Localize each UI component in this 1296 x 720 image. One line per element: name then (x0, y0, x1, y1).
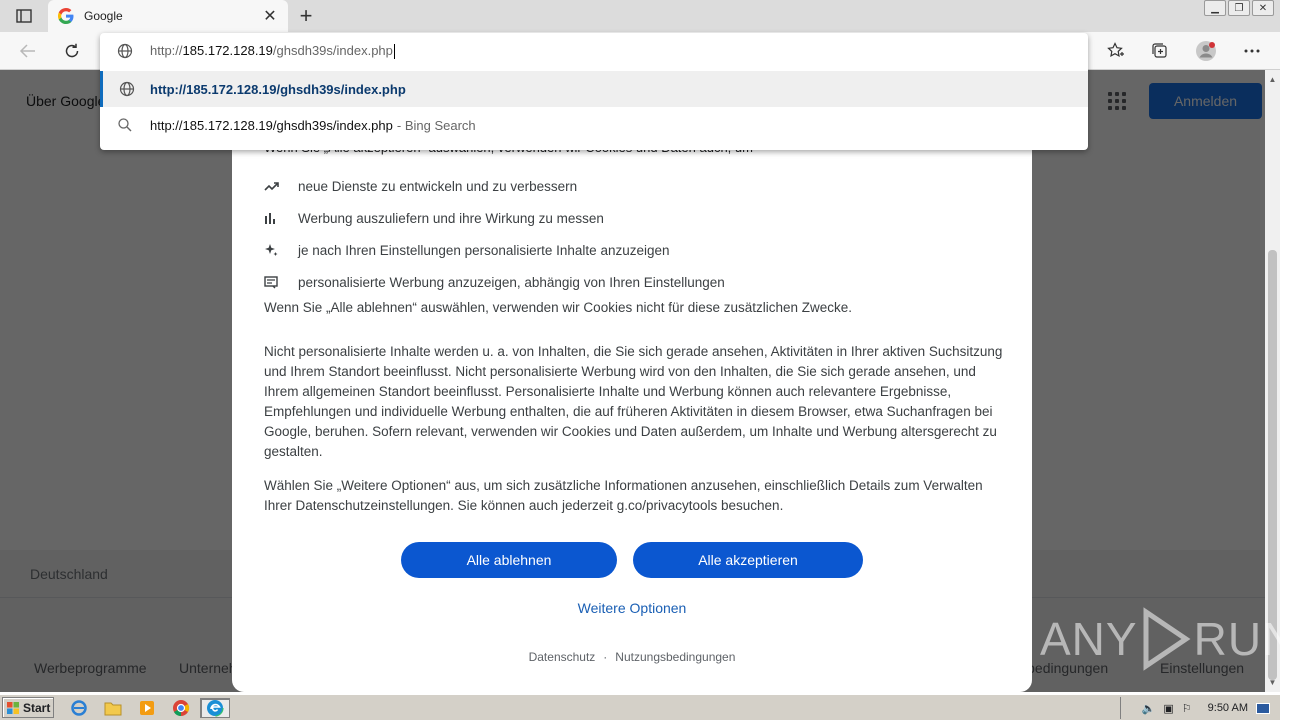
info-paragraph: Nicht personalisierte Inhalte werden u. a. von Inhalten, die Sie sich gerade ansehen, Aktivitäten in Ihrer aktiven Suchsitzung und Ihrem Standort beeinflusst. Nicht personalisierte Werbung wird von den Inhalten, die Sie sich gerade ansehen, und Ihrem allgemeinen Standort beeinflusst. Personalisierte Inhalte und Werbung können auch relevantere Ergebnisse, Empfehlungen und individuelle Werbung enthalten, die auf früheren Aktivitäten in diesem Browser, etwa Suchanfragen bei Google, beruhen. Sofern relevant, verwenden wir Cookies und Daten außerdem, um Inhalte und Werbung altersgerecht zu gestalten. (264, 344, 1003, 459)
tab-google[interactable] (48, 0, 288, 32)
text-caret (394, 44, 395, 59)
profile-icon[interactable] (1192, 37, 1220, 65)
taskbar (0, 694, 1280, 720)
consent-dialog (232, 130, 1032, 692)
clock[interactable]: 9:50 AM (1207, 702, 1248, 714)
edge-icon[interactable] (200, 698, 230, 718)
ads-icon (264, 276, 298, 288)
minimize-button[interactable]: ▁ (1204, 0, 1226, 16)
reject-all-button[interactable]: Alle ablehnen (401, 542, 617, 578)
options-paragraph: Wählen Sie „Weitere Optionen“ aus, um sich zusätzliche Informationen anzusehen, einschließlich Details zum Verwalten Ihrer Datenschutzeinstellungen. Sie können auch jederzeit g.co/privacytools besuchen. (264, 478, 983, 513)
ie-icon[interactable] (68, 698, 90, 718)
maximize-button[interactable]: ❐ (1228, 0, 1250, 16)
legal-links: Datenschutz · Nutzungsbedingungen (528, 650, 736, 664)
suggestion-bing[interactable] (100, 107, 1088, 143)
show-desktop-icon[interactable] (1256, 703, 1270, 714)
bing-query-text: http://185.172.128.19/ghsdh39s/index.php (150, 117, 393, 133)
accept-all-button[interactable]: Alle akzeptieren (633, 542, 863, 578)
address-path: /ghsdh39s/index.php (272, 42, 393, 58)
globe-icon (100, 43, 150, 59)
scroll-up-icon[interactable]: ▲ (1268, 75, 1277, 84)
purpose-text: Werbung auszuliefern und ihre Wirkung zu messen (298, 210, 604, 226)
scroll-down-icon[interactable]: ▼ (1268, 678, 1277, 687)
watermark-right: RUN (1193, 613, 1296, 665)
page-scrollbar[interactable] (1265, 70, 1280, 692)
refresh-icon[interactable] (58, 37, 86, 65)
purpose-list (264, 170, 725, 298)
favorites-icon[interactable] (1102, 37, 1130, 65)
back-icon[interactable] (14, 37, 42, 65)
tab-strip (0, 0, 1280, 32)
more-icon[interactable] (1238, 37, 1266, 65)
media-player-icon[interactable] (136, 698, 158, 718)
globe-icon (103, 81, 150, 97)
suggestion-url-text: http://185.172.128.19/ghsdh39s/index.php (150, 81, 406, 97)
anyrun-watermark (1040, 608, 1296, 670)
google-favicon (58, 8, 74, 24)
watermark-left: ANY (1040, 613, 1138, 665)
purpose-text: je nach Ihren Einstellungen personalisierte Inhalte anzuzeigen (298, 242, 670, 258)
bar-chart-icon (264, 212, 298, 224)
start-button[interactable] (2, 697, 54, 718)
address-prefix: http:// (150, 42, 183, 58)
list-item (264, 170, 725, 202)
more-options-link[interactable]: Weitere Optionen (577, 600, 687, 616)
search-icon (100, 118, 150, 132)
list-item (264, 234, 725, 266)
trending-icon (264, 180, 298, 192)
volume-icon[interactable]: 🔈 (1141, 702, 1156, 715)
action-center-icon[interactable]: ⚐ (1181, 702, 1192, 715)
window-controls (1204, 0, 1274, 16)
window-close-button[interactable]: ✕ (1252, 0, 1274, 16)
purpose-text: personalisierte Werbung anzuzeigen, abhängig von Ihren Einstellungen (298, 274, 725, 290)
collections-icon[interactable] (1146, 37, 1174, 65)
windows-flag-icon (6, 701, 20, 715)
start-label: Start (23, 700, 51, 715)
chrome-icon[interactable] (170, 698, 192, 718)
purpose-text: neue Dienste zu entwickeln und zu verbessern (298, 178, 578, 194)
play-logo-icon (1140, 608, 1192, 670)
suggestion-url[interactable] (100, 71, 1088, 107)
address-host: 185.172.128.19 (182, 42, 273, 58)
network-icon[interactable]: ▣ (1163, 702, 1174, 715)
list-item (264, 202, 725, 234)
plus-icon[interactable]: + (299, 3, 313, 28)
folder-icon[interactable] (102, 698, 124, 718)
tab-title: Google (84, 9, 123, 23)
terms-link[interactable]: Nutzungsbedingungen (615, 650, 736, 664)
system-tray (1120, 697, 1280, 719)
address-input[interactable] (100, 33, 1088, 69)
tab-actions-icon[interactable] (10, 6, 38, 26)
sparkle-icon (264, 243, 298, 257)
reject-note: Wenn Sie „Alle ablehnen“ auswählen, verwenden wir Cookies nicht für diese zusätzlichen Zwecke. (264, 300, 853, 315)
close-icon[interactable]: ✕ (263, 8, 277, 25)
list-item (264, 266, 725, 298)
bing-suffix: - Bing Search (396, 117, 476, 133)
address-dropdown (100, 33, 1088, 150)
privacy-link[interactable]: Datenschutz (528, 650, 596, 664)
